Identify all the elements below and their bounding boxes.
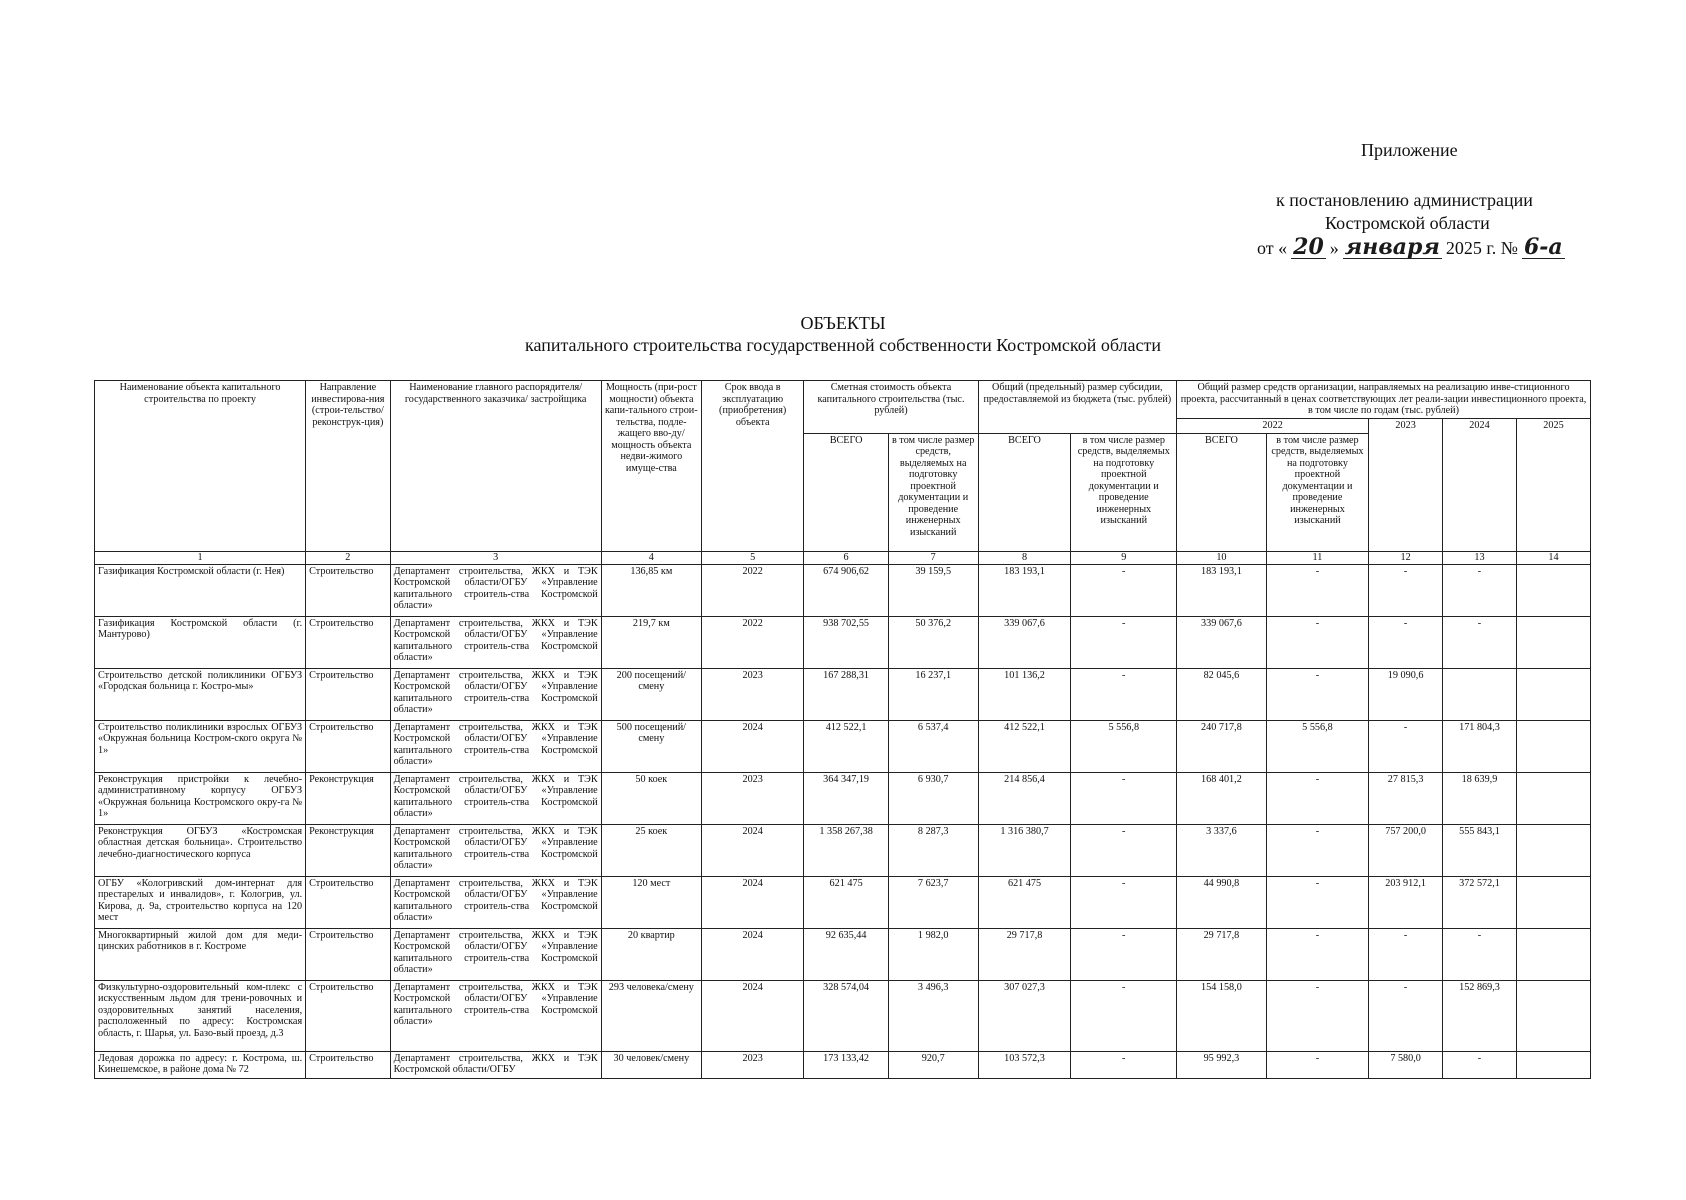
cell-investment-direction: Строительство	[306, 668, 390, 720]
cell-subsidy-design: -	[1071, 980, 1177, 1051]
cell-distributor: Департамент строительства, ЖКХ и ТЭК Костромской области/ОГБУ «Управление капитального строитель-ства Костромской области»	[390, 980, 601, 1051]
decree-line-2: Костромской области	[1325, 213, 1490, 233]
table-row	[95, 824, 1591, 876]
cell-subsidy-design: -	[1071, 928, 1177, 980]
cell-estimate-total: 412 522,1	[804, 720, 888, 772]
cell-org-2023: -	[1369, 980, 1443, 1051]
cell-capacity: 30 человек/смену	[601, 1051, 701, 1078]
cell-object-name: Строительство поликлиники взрослых ОГБУЗ «Окружная больница Костром-ского округа № 1»	[95, 720, 306, 772]
cell-subsidy-design: 5 556,8	[1071, 720, 1177, 772]
cell-org-design-2022: -	[1266, 876, 1368, 928]
table-row	[95, 1051, 1591, 1078]
cell-investment-direction: Строительство	[306, 928, 390, 980]
cell-capacity: 136,85 км	[601, 564, 701, 616]
cell-org-total-2022: 168 401,2	[1177, 772, 1267, 824]
cell-org-2025	[1516, 720, 1590, 772]
cell-org-2025	[1516, 928, 1590, 980]
cell-subsidy-design: -	[1071, 824, 1177, 876]
column-number: 7	[888, 551, 978, 564]
cell-subsidy-design: -	[1071, 876, 1177, 928]
objects-table-body	[95, 564, 1591, 1078]
cell-commissioning-year: 2022	[701, 564, 803, 616]
cell-org-2025	[1516, 1051, 1590, 1078]
cell-org-2023: 757 200,0	[1369, 824, 1443, 876]
table-row	[95, 616, 1591, 668]
cell-object-name: Ледовая дорожка по адресу: г. Кострома, ш. Кинешемское, в районе дома № 72	[95, 1051, 306, 1078]
cell-distributor: Департамент строительства, ЖКХ и ТЭК Костромской области/ОГБУ «Управление капитального строитель-ства Костромской области»	[390, 616, 601, 668]
decree-month: января	[1344, 234, 1440, 260]
cell-object-name: Многоквартирный жилой дом для меди-цинских работников в г. Костроме	[95, 928, 306, 980]
cell-org-total-2022: 3 337,6	[1177, 824, 1267, 876]
cell-estimate-total: 167 288,31	[804, 668, 888, 720]
cell-org-2024: 171 804,3	[1443, 720, 1517, 772]
cell-estimate-design: 50 376,2	[888, 616, 978, 668]
cell-estimate-total: 92 635,44	[804, 928, 888, 980]
cell-commissioning-year: 2024	[701, 876, 803, 928]
cell-distributor: Департамент строительства, ЖКХ и ТЭК Костромской области/ОГБУ «Управление капитального строитель-ства Костромской области»	[390, 720, 601, 772]
objects-table	[94, 380, 1591, 1079]
cell-org-2024: -	[1443, 928, 1517, 980]
cell-commissioning-year: 2022	[701, 616, 803, 668]
cell-org-2023: 19 090,6	[1369, 668, 1443, 720]
cell-org-total-2022: 82 045,6	[1177, 668, 1267, 720]
cell-estimate-design: 7 623,7	[888, 876, 978, 928]
cell-org-design-2022: -	[1266, 1051, 1368, 1078]
cell-distributor: Департамент строительства, ЖКХ и ТЭК Костромской области/ОГБУ «Управление капитального строитель-ства Костромской области»	[390, 928, 601, 980]
cell-org-2024: 555 843,1	[1443, 824, 1517, 876]
cell-org-2025	[1516, 980, 1590, 1051]
cell-distributor: Департамент строительства, ЖКХ и ТЭК Костромской области/ОГБУ «Управление капитального строитель-ства Костромской области»	[390, 876, 601, 928]
cell-org-2023: -	[1369, 928, 1443, 980]
table-row	[95, 928, 1591, 980]
cell-estimate-design: 8 287,3	[888, 824, 978, 876]
cell-org-2024: -	[1443, 564, 1517, 616]
cell-org-2025	[1516, 564, 1590, 616]
cell-org-2023: -	[1369, 564, 1443, 616]
cell-estimate-design: 6 537,4	[888, 720, 978, 772]
cell-org-2023: 203 912,1	[1369, 876, 1443, 928]
cell-capacity: 293 человека/смену	[601, 980, 701, 1051]
cell-org-total-2022: 240 717,8	[1177, 720, 1267, 772]
cell-commissioning-year: 2023	[701, 1051, 803, 1078]
cell-org-design-2022: -	[1266, 616, 1368, 668]
cell-org-design-2022: -	[1266, 980, 1368, 1051]
cell-commissioning-year: 2023	[701, 668, 803, 720]
cell-estimate-total: 938 702,55	[804, 616, 888, 668]
cell-distributor: Департамент строительства, ЖКХ и ТЭК Костромской области/ОГБУ «Управление капитального строитель-ства Костромской области»	[390, 668, 601, 720]
cell-distributor: Департамент строительства, ЖКХ и ТЭК Костромской области/ОГБУ «Управление капитального строитель-ства Костромской области»	[390, 564, 601, 616]
column-number: 12	[1369, 551, 1443, 564]
cell-estimate-total: 1 358 267,38	[804, 824, 888, 876]
cell-object-name: Газификация Костромской области (г. Нея)	[95, 564, 306, 616]
cell-subsidy-total: 307 027,3	[978, 980, 1071, 1051]
cell-org-total-2022: 95 992,3	[1177, 1051, 1267, 1078]
table-row	[95, 980, 1591, 1051]
cell-org-2024: -	[1443, 1051, 1517, 1078]
cell-subsidy-total: 29 717,8	[978, 928, 1071, 980]
cell-org-design-2022: -	[1266, 824, 1368, 876]
cell-org-total-2022: 44 990,8	[1177, 876, 1267, 928]
cell-investment-direction: Строительство	[306, 616, 390, 668]
cell-subsidy-total: 214 856,4	[978, 772, 1071, 824]
cell-commissioning-year: 2024	[701, 928, 803, 980]
cell-estimate-total: 674 906,62	[804, 564, 888, 616]
cell-subsidy-design: -	[1071, 772, 1177, 824]
cell-org-total-2022: 29 717,8	[1177, 928, 1267, 980]
cell-subsidy-total: 103 572,3	[978, 1051, 1071, 1078]
cell-org-2025	[1516, 668, 1590, 720]
cell-distributor: Департамент строительства, ЖКХ и ТЭК Костромской области/ОГБУ	[390, 1051, 601, 1078]
cell-org-2024	[1443, 668, 1517, 720]
header-estimate: Сметная стоимость объекта капитального строительства (тыс. рублей)	[804, 381, 978, 434]
cell-investment-direction: Реконструкция	[306, 772, 390, 824]
cell-subsidy-design: -	[1071, 668, 1177, 720]
cell-investment-direction: Строительство	[306, 564, 390, 616]
cell-commissioning-year: 2024	[701, 980, 803, 1051]
cell-object-name: Реконструкция пристройки к лечебно-административному корпусу ОГБУЗ «Окружная больница Костромского окру-га № 1»	[95, 772, 306, 824]
header-estimate-design: в том числе размер средств, выделяемых на подготовку проектной документации и проведение инженерных изысканий	[888, 433, 978, 551]
cell-estimate-total: 328 574,04	[804, 980, 888, 1051]
header-estimate-total: ВСЕГО	[804, 433, 888, 551]
cell-object-name: Газификация Костромской области (г. Мантурово)	[95, 616, 306, 668]
cell-capacity: 25 коек	[601, 824, 701, 876]
cell-org-design-2022: -	[1266, 928, 1368, 980]
cell-org-design-2022: -	[1266, 564, 1368, 616]
cell-subsidy-total: 183 193,1	[978, 564, 1071, 616]
column-number: 10	[1177, 551, 1267, 564]
cell-estimate-design: 920,7	[888, 1051, 978, 1078]
header-year-2023: 2023	[1369, 419, 1443, 552]
cell-capacity: 20 квартир	[601, 928, 701, 980]
cell-object-name: Реконструкция ОГБУЗ «Костромская областная детская больница». Строительство лечебно-диагностического корпуса	[95, 824, 306, 876]
table-row	[95, 876, 1591, 928]
decree-day: 20	[1293, 234, 1324, 260]
header-subsidy: Общий (предельный) размер субсидии, предоставляемой из бюджета (тыс. рублей)	[978, 381, 1176, 434]
cell-distributor: Департамент строительства, ЖКХ и ТЭК Костромской области/ОГБУ «Управление капитального строитель-ства Костромской области»	[390, 824, 601, 876]
document-title: ОБЪЕКТЫ	[800, 313, 886, 333]
cell-commissioning-year: 2023	[701, 772, 803, 824]
header-org-funds: Общий размер средств организации, направляемых на реализацию инве-стиционного проекта, рассчитанный в ценах соответствующих лет реали-зации инвестиционного проекта, в том числе по годам (тыс. рублей)	[1177, 381, 1591, 419]
cell-capacity: 200 посещений/ смену	[601, 668, 701, 720]
cell-investment-direction: Строительство	[306, 980, 390, 1051]
cell-estimate-design: 1 982,0	[888, 928, 978, 980]
header-org-total: ВСЕГО	[1177, 433, 1267, 551]
cell-object-name: Физкультурно-оздоровительный ком-плекс с искусственным льдом для трени-ровочных и оздоровительных занятий населения, расположенный по адресу: Костромская область, г. Шарья, ул. Базо-вый проезд, д.3	[95, 980, 306, 1051]
column-number: 2	[306, 551, 390, 564]
cell-subsidy-total: 101 136,2	[978, 668, 1071, 720]
cell-investment-direction: Реконструкция	[306, 824, 390, 876]
header-year-2025: 2025	[1516, 419, 1590, 552]
cell-org-2023: 27 815,3	[1369, 772, 1443, 824]
header-name: Наименование объекта капитального строительства по проекту	[95, 381, 306, 552]
cell-capacity: 500 посещений/ смену	[601, 720, 701, 772]
table-row	[95, 564, 1591, 616]
cell-org-2024: 18 639,9	[1443, 772, 1517, 824]
column-number: 9	[1071, 551, 1177, 564]
header-year-2024: 2024	[1443, 419, 1517, 552]
table-row	[95, 720, 1591, 772]
header-org-design: в том числе размер средств, выделяемых на подготовку проектной документации и проведение инженерных изысканий	[1266, 433, 1368, 551]
table-row	[95, 668, 1591, 720]
decree-date-number	[1257, 236, 1565, 259]
cell-capacity: 120 мест	[601, 876, 701, 928]
decree-year: 2025 г. №	[1445, 238, 1518, 258]
appendix-label: Приложение	[1361, 140, 1458, 160]
column-number: 5	[701, 551, 803, 564]
cell-capacity: 219,7 км	[601, 616, 701, 668]
cell-estimate-total: 173 133,42	[804, 1051, 888, 1078]
column-number-row	[95, 551, 1591, 564]
cell-estimate-total: 621 475	[804, 876, 888, 928]
header-capacity: Мощность (при-рост мощности) объекта капи-тального строи-тельства, подле-жащего вво-ду/мощность объекта недви-жимого имуще-ства	[601, 381, 701, 552]
cell-subsidy-total: 412 522,1	[978, 720, 1071, 772]
decree-close-quote: »	[1329, 238, 1339, 258]
cell-estimate-design: 16 237,1	[888, 668, 978, 720]
decree-line-1: к постановлению администрации	[1276, 190, 1533, 210]
header-direction: Направление инвестирова-ния (строи-тельство/ реконструк-ция)	[306, 381, 390, 552]
header-commissioning: Срок ввода в эксплуатацию (приобретения) объекта	[701, 381, 803, 552]
decree-from: от «	[1257, 238, 1288, 258]
cell-distributor: Департамент строительства, ЖКХ и ТЭК Костромской области/ОГБУ «Управление капитального строитель-ства Костромской области»	[390, 772, 601, 824]
cell-estimate-design: 39 159,5	[888, 564, 978, 616]
cell-object-name: ОГБУ «Кологривский дом-интернат для престарелых и инвалидов», г. Кологрив, ул. Кирова, д. 9а, строительство корпуса на 120 мест	[95, 876, 306, 928]
cell-investment-direction: Строительство	[306, 876, 390, 928]
cell-estimate-total: 364 347,19	[804, 772, 888, 824]
cell-subsidy-design: -	[1071, 616, 1177, 668]
cell-subsidy-total: 1 316 380,7	[978, 824, 1071, 876]
cell-org-2025	[1516, 772, 1590, 824]
cell-object-name: Строительство детской поликлиники ОГБУЗ «Городская больница г. Костро-мы»	[95, 668, 306, 720]
cell-org-2025	[1516, 824, 1590, 876]
cell-org-design-2022: 5 556,8	[1266, 720, 1368, 772]
header-subsidy-design: в том числе размер средств, выделяемых на подготовку проектной документации и проведение инженерных изысканий	[1071, 433, 1177, 551]
cell-org-2023: -	[1369, 720, 1443, 772]
column-number: 4	[601, 551, 701, 564]
cell-estimate-design: 3 496,3	[888, 980, 978, 1051]
column-number: 6	[804, 551, 888, 564]
cell-org-2025	[1516, 616, 1590, 668]
cell-org-design-2022: -	[1266, 772, 1368, 824]
cell-capacity: 50 коек	[601, 772, 701, 824]
column-number: 11	[1266, 551, 1368, 564]
column-number: 14	[1516, 551, 1590, 564]
cell-org-total-2022: 339 067,6	[1177, 616, 1267, 668]
document-subtitle: капитального строительства государственной собственности Костромской области	[524, 335, 1162, 355]
cell-estimate-design: 6 930,7	[888, 772, 978, 824]
table-row	[95, 772, 1591, 824]
cell-subsidy-total: 339 067,6	[978, 616, 1071, 668]
cell-commissioning-year: 2024	[701, 720, 803, 772]
cell-investment-direction: Строительство	[306, 720, 390, 772]
cell-org-2023: 7 580,0	[1369, 1051, 1443, 1078]
header-subsidy-total: ВСЕГО	[978, 433, 1071, 551]
cell-org-2024: -	[1443, 616, 1517, 668]
cell-org-2024: 152 869,3	[1443, 980, 1517, 1051]
cell-investment-direction: Строительство	[306, 1051, 390, 1078]
header-year-2022: 2022	[1177, 419, 1369, 434]
cell-subsidy-design: -	[1071, 1051, 1177, 1078]
cell-org-total-2022: 183 193,1	[1177, 564, 1267, 616]
cell-org-2023: -	[1369, 616, 1443, 668]
decree-number: 6-а	[1523, 234, 1563, 260]
header-distributor: Наименование главного распорядителя/ государственного заказчика/ застройщика	[390, 381, 601, 552]
cell-commissioning-year: 2024	[701, 824, 803, 876]
column-number: 13	[1443, 551, 1517, 564]
column-number: 1	[95, 551, 306, 564]
cell-org-total-2022: 154 158,0	[1177, 980, 1267, 1051]
cell-subsidy-total: 621 475	[978, 876, 1071, 928]
cell-org-design-2022: -	[1266, 668, 1368, 720]
cell-org-2025	[1516, 876, 1590, 928]
cell-subsidy-design: -	[1071, 564, 1177, 616]
column-number: 3	[390, 551, 601, 564]
column-number: 8	[978, 551, 1071, 564]
cell-org-2024: 372 572,1	[1443, 876, 1517, 928]
